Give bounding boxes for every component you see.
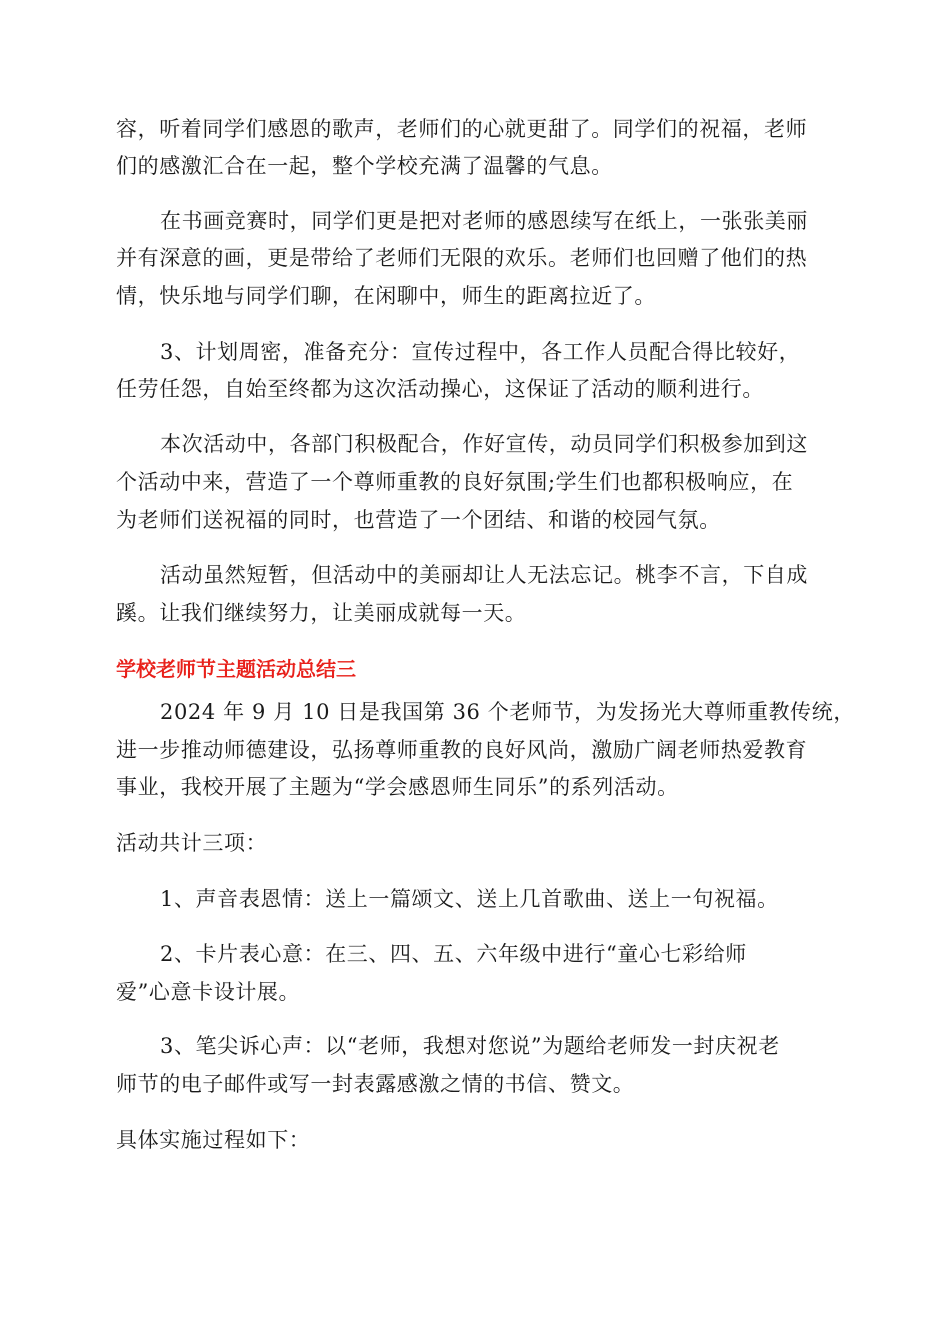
activity-item-2-line-1: 2、卡片表心意：在三、四、五、六年级中进行“童心七彩给师 <box>160 942 747 966</box>
paragraph-5-line-1: 活动虽然短暂，但活动中的美丽却让人无法忘记。桃李不言，下自成 <box>160 563 808 587</box>
activity-item-3-line-1: 3、笔尖诉心声：以“老师，我想对您说”为题给老师发一封庆祝老 <box>160 1034 780 1058</box>
section-paragraph-1-line-2: 进一步推动师德建设，弘扬尊师重教的良好风尚，激励广阔老师热爱教育 <box>116 738 808 762</box>
section-heading: 学校老师节主题活动总结三 <box>116 657 356 681</box>
paragraph-3-line-1: 3、计划周密，准备充分：宣传过程中，各工作人员配合得比较好， <box>160 340 801 364</box>
activity-item-2-line-2: 爱”心意卡设计展。 <box>116 980 301 1004</box>
paragraph-1-line-1: 容，听着同学们感恩的歌声，老师们的心就更甜了。同学们的祝福，老师 <box>116 117 808 141</box>
paragraph-2-line-2: 并有深意的画，更是带给了老师们无限的欢乐。老师们也回赠了他们的热 <box>116 246 808 270</box>
paragraph-4-line-2: 个活动中来，营造了一个尊师重教的良好氛围;学生们也都积极响应，在 <box>116 470 794 494</box>
implementation-intro: 具体实施过程如下： <box>116 1128 311 1152</box>
paragraph-2-line-1: 在书画竞赛时，同学们更是把对老师的感恩续写在纸上，一张张美丽 <box>160 209 808 233</box>
paragraph-4-line-3: 为老师们送祝福的同时，也营造了一个团结、和谐的校园气氛。 <box>116 508 721 532</box>
paragraph-4-line-1: 本次活动中，各部门积极配合，作好宣传，动员同学们积极参加到这 <box>160 432 808 456</box>
activities-intro: 活动共计三项： <box>116 831 268 855</box>
paragraph-3-line-2: 任劳任怨，自始至终都为这次活动操心，这保证了活动的顺利进行。 <box>116 377 764 401</box>
paragraph-2-line-3: 情，快乐地与同学们聊，在闲聊中，师生的距离拉近了。 <box>116 284 656 308</box>
activity-item-3-line-2: 师节的电子邮件或写一封表露感激之情的书信、赞文。 <box>116 1072 635 1096</box>
section-paragraph-1-line-3: 事业，我校开展了主题为“学会感恩师生同乐”的系列活动。 <box>116 775 679 799</box>
paragraph-5-line-2: 蹊。让我们继续努力，让美丽成就每一天。 <box>116 601 527 625</box>
section-paragraph-1-line-1: 2024 年 9 月 10 日是我国第 36 个老师节，为发扬光大尊师重教传统， <box>160 700 855 724</box>
paragraph-1-line-2: 们的感激汇合在一起，整个学校充满了温馨的气息。 <box>116 154 613 178</box>
activity-item-1: 1、声音表恩情：送上一篇颂文、送上几首歌曲、送上一句祝福。 <box>160 887 779 911</box>
